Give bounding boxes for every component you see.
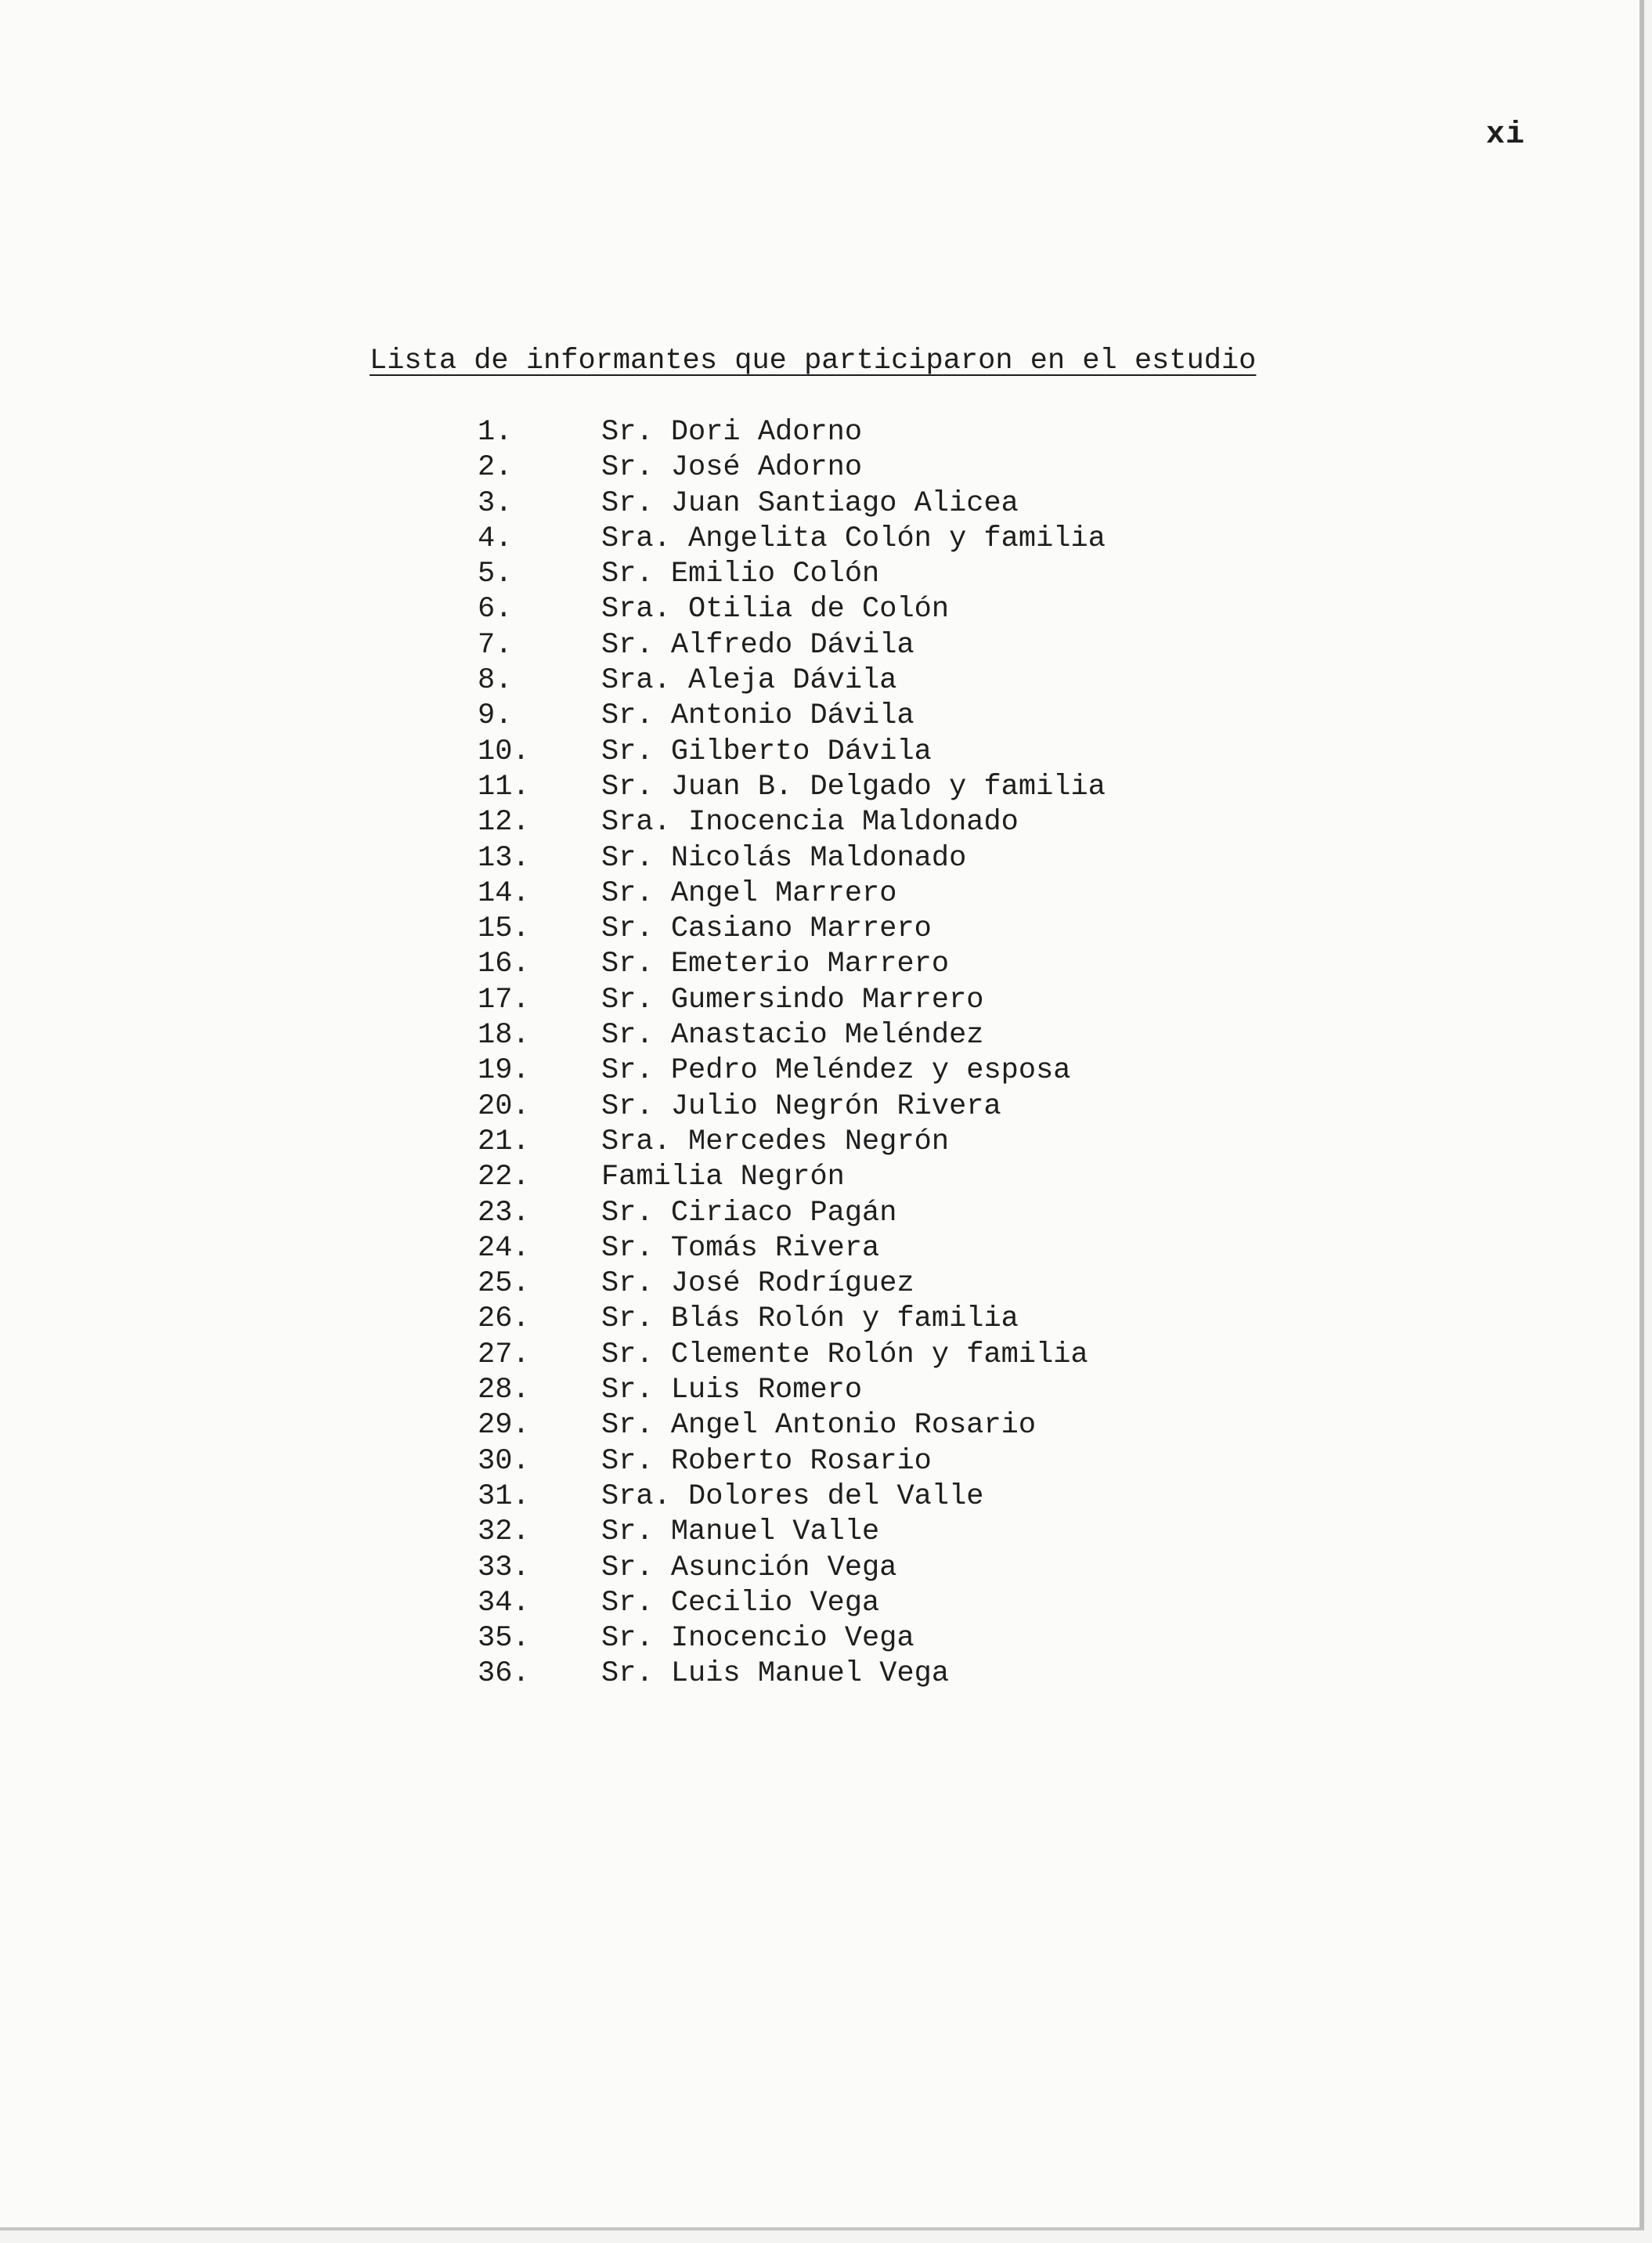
item-number: 18. — [478, 1019, 530, 1053]
item-number: 10. — [478, 735, 530, 768]
list-item — [478, 1373, 1106, 1408]
item-number: 22. — [478, 1161, 530, 1194]
informant-name: Sr. Dori Adorno — [601, 416, 863, 449]
item-number: 9. — [478, 699, 513, 733]
list-item — [478, 1125, 1106, 1160]
informant-list — [478, 415, 1106, 1692]
informant-name: Familia Negrón — [601, 1161, 845, 1194]
list-item — [478, 450, 1106, 486]
item-number: 33. — [478, 1551, 530, 1584]
item-number: 19. — [478, 1054, 530, 1088]
informant-name: Sra. Inocencia Maldonado — [601, 806, 1019, 840]
list-item — [478, 1479, 1106, 1515]
list-item — [478, 1656, 1106, 1692]
informant-name: Sr. Blás Rolón y familia — [601, 1302, 1019, 1336]
informant-name: Sr. Angel Marrero — [601, 876, 897, 910]
list-item — [478, 699, 1106, 734]
item-number: 27. — [478, 1338, 530, 1371]
list-item — [478, 1621, 1106, 1656]
item-number: 8. — [478, 664, 513, 698]
item-number: 28. — [478, 1374, 530, 1407]
item-number: 12. — [478, 806, 530, 840]
list-item — [478, 805, 1106, 840]
item-number: 5. — [478, 558, 513, 591]
item-number: 6. — [478, 593, 513, 627]
list-item — [478, 1408, 1106, 1443]
informant-name: Sr. Tomás Rivera — [601, 1231, 880, 1265]
item-number: 21. — [478, 1125, 530, 1158]
informant-name: Sr. José Rodríguez — [601, 1267, 914, 1301]
list-item — [478, 770, 1106, 805]
list-item — [478, 1515, 1106, 1550]
list-item — [478, 1586, 1106, 1621]
item-number: 20. — [478, 1089, 530, 1123]
list-item — [478, 1302, 1106, 1337]
list-item — [478, 1089, 1106, 1125]
item-number: 11. — [478, 770, 530, 804]
list-item — [478, 1444, 1106, 1479]
list-item — [478, 876, 1106, 912]
informant-name: Sr. Gumersindo Marrero — [601, 983, 984, 1017]
informant-name: Sr. Roberto Rosario — [601, 1444, 932, 1478]
list-item — [478, 415, 1106, 450]
list-item — [478, 1338, 1106, 1373]
list-item — [478, 841, 1106, 876]
informant-name: Sr. Pedro Meléndez y esposa — [601, 1054, 1071, 1088]
list-item — [478, 1231, 1106, 1266]
informant-name: Sr. Luis Manuel Vega — [601, 1657, 950, 1691]
informant-name: Sr. Emilio Colón — [601, 558, 880, 591]
informant-name: Sra. Dolores del Valle — [601, 1479, 984, 1513]
item-number: 13. — [478, 841, 530, 875]
informant-name: Sr. Ciriaco Pagán — [601, 1196, 897, 1230]
list-item — [478, 1160, 1106, 1195]
item-number: 2. — [478, 451, 513, 485]
item-number: 29. — [478, 1409, 530, 1443]
list-heading: Lista de informantes que participaron en el estudio — [370, 345, 1257, 377]
list-item — [478, 486, 1106, 522]
informant-name: Sr. Alfredo Dávila — [601, 628, 914, 662]
informant-name: Sr. Juan B. Delgado y familia — [601, 770, 1106, 804]
list-item — [478, 947, 1106, 982]
informant-name: Sr. Inocencio Vega — [601, 1622, 914, 1656]
item-number: 35. — [478, 1622, 530, 1656]
list-item — [478, 912, 1106, 947]
list-item — [478, 735, 1106, 770]
informant-name: Sr. Cecilio Vega — [601, 1586, 880, 1620]
list-item — [478, 628, 1106, 663]
informant-name: Sr. Julio Negrón Rivera — [601, 1089, 1001, 1123]
item-number: 17. — [478, 983, 530, 1017]
informant-name: Sra. Otilia de Colón — [601, 593, 950, 627]
informant-name: Sr. Antonio Dávila — [601, 699, 914, 733]
informant-name: Sr. Gilberto Dávila — [601, 735, 932, 768]
item-number: 34. — [478, 1586, 530, 1620]
list-item — [478, 983, 1106, 1018]
list-item — [478, 1018, 1106, 1053]
list-item — [478, 522, 1106, 557]
item-number: 23. — [478, 1196, 530, 1230]
informant-name: Sr. Emeterio Marrero — [601, 948, 950, 981]
list-item — [478, 1196, 1106, 1231]
list-item — [478, 1266, 1106, 1302]
informant-name: Sra. Aleja Dávila — [601, 664, 897, 698]
informant-name: Sr. Manuel Valle — [601, 1515, 880, 1549]
list-item — [478, 1551, 1106, 1586]
informant-name: Sr. Angel Antonio Rosario — [601, 1409, 1037, 1443]
page-number: xi — [1486, 117, 1526, 153]
item-number: 26. — [478, 1302, 530, 1336]
informant-name: Sra. Angelita Colón y familia — [601, 522, 1106, 555]
item-number: 4. — [478, 522, 513, 555]
informant-name: Sr. Juan Santiago Alicea — [601, 486, 1019, 520]
list-item — [478, 592, 1106, 627]
item-number: 32. — [478, 1515, 530, 1549]
list-item — [478, 1053, 1106, 1089]
item-number: 25. — [478, 1267, 530, 1301]
informant-name: Sr. Anastacio Meléndez — [601, 1019, 984, 1053]
item-number: 14. — [478, 876, 530, 910]
item-number: 31. — [478, 1479, 530, 1513]
list-item — [478, 557, 1106, 592]
item-number: 15. — [478, 912, 530, 946]
informant-name: Sra. Mercedes Negrón — [601, 1125, 950, 1158]
informant-name: Sr. Casiano Marrero — [601, 912, 932, 946]
item-number: 16. — [478, 948, 530, 981]
informant-name: Sr. Asunción Vega — [601, 1551, 897, 1584]
informant-name: Sr. Luis Romero — [601, 1374, 863, 1407]
item-number: 30. — [478, 1444, 530, 1478]
item-number: 7. — [478, 628, 513, 662]
informant-name: Sr. José Adorno — [601, 451, 863, 485]
informant-name: Sr. Nicolás Maldonado — [601, 841, 967, 875]
item-number: 3. — [478, 486, 513, 520]
item-number: 1. — [478, 416, 513, 449]
item-number: 36. — [478, 1657, 530, 1691]
informant-name: Sr. Clemente Rolón y familia — [601, 1338, 1088, 1371]
item-number: 24. — [478, 1231, 530, 1265]
list-item — [478, 663, 1106, 699]
